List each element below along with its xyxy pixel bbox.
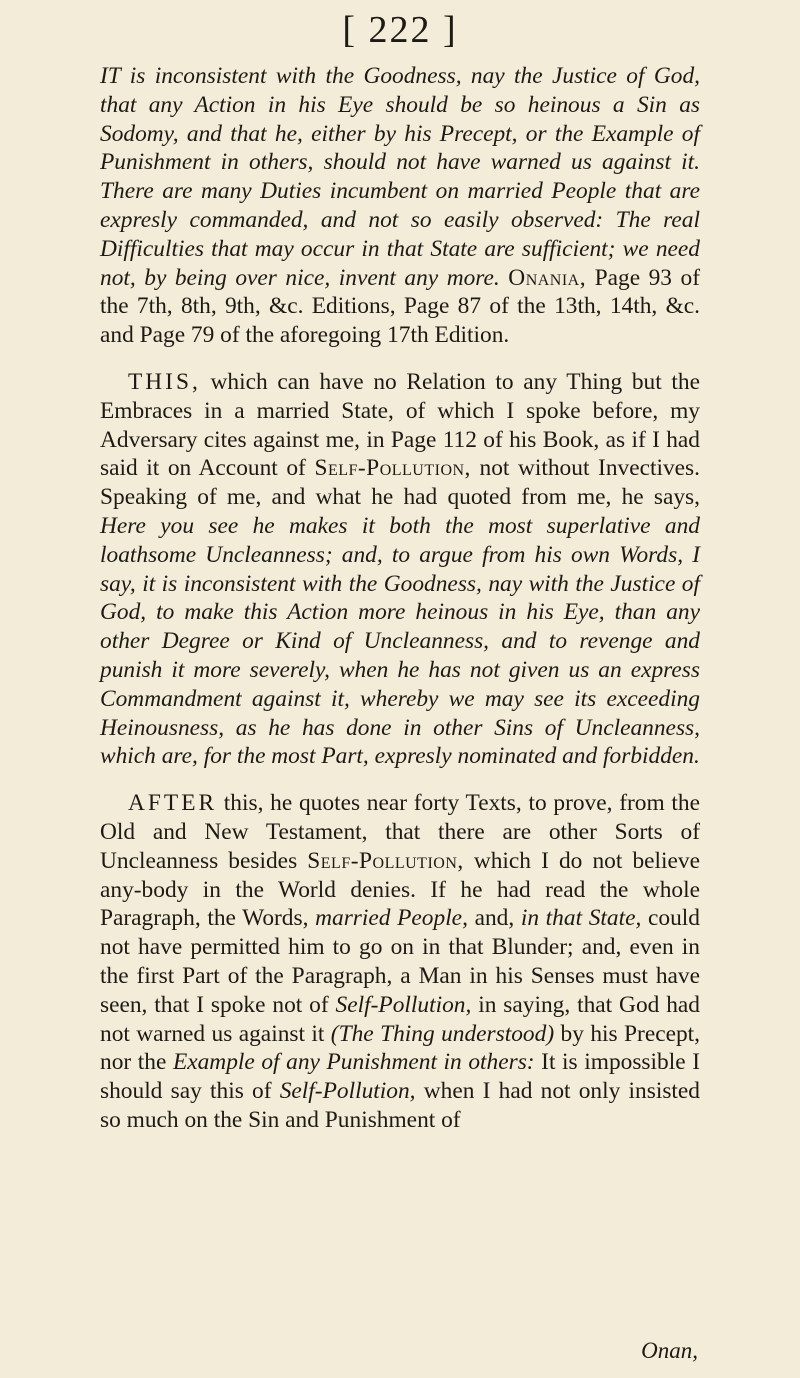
lead-word: THIS,: [128, 368, 201, 395]
phrase-married-people: married People,: [315, 905, 468, 932]
text-segment: when I had not only insisted so much on the Sin and Punishment of: [100, 1078, 701, 1133]
phrase-self-pollution: Self-Pollution,: [335, 991, 472, 1018]
phrase-thing-understood: (The Thing understood): [330, 1020, 555, 1047]
adversary-quote: Here you see he makes it both the most superlative and loathsome Uncleanness; and, to argue from his own Words, I say, it is inconsistent with the Goodness, nay with the Justice of God, to make this Action more heinous in his Eye, than any other Degree or Kind of Uncleanness, and to revenge and punish it more severely, when he has not given us an express Commandment against it, whereby we may see its exceeding Heinousness, as he has done in other Sins of Uncleanness, which are, for the most Part, expresly nominated and forbidden.: [100, 512, 700, 770]
phrase-self-pollution: Self-Pollution,: [279, 1078, 416, 1105]
paragraph-after: [100, 789, 700, 1135]
text-segment: which I do not believe any-body in the World denies. If he had read the whole Paragraph, the Words,: [100, 847, 700, 932]
paragraph-this: [100, 368, 700, 771]
text-segment: which can have no Relation to any Thing but the Embraces in a married State, of which I spoke before, my Adversary cites against me, in Page 112 of his Book, as if I had said it on Account of: [100, 368, 700, 482]
text-segment: this, he quotes near forty Texts, to prove, from the Old and New Testament, that there are other Sorts of Uncleanness besides: [100, 790, 700, 874]
page-body: [100, 62, 700, 1153]
text-segment: It is impossible I should say this of: [100, 1049, 700, 1105]
term-self-pollution: Self-Pollution,: [307, 847, 464, 874]
phrase-example: Example of any Punishment in others:: [172, 1049, 535, 1076]
catchword: Onan,: [641, 1338, 698, 1363]
phrase-in-that-state: in that State,: [520, 905, 642, 932]
source-reference: Page 93 of the 7th, 8th, 9th, &c. Editions, Page 87 of the 13th, 14th, &c. and Page 79 of the aforegoing 17th Edition.: [100, 264, 700, 349]
opening-word: IT: [100, 63, 121, 89]
text-segment: and,: [467, 905, 521, 932]
quotation-text: is inconsistent with the Goodness, nay the Justice of God, that any Action in his Eye should be so heinous a Sin as Sodomy, and that he, either by his Precept, or the Example of Punishment in others, should not have warned us against it. There are many Duties incumbent on married People that are expresly commanded, and not so easily observed: The real Difficulties that may occur in that State are sufficient; we need not, by being over nice, invent any more.: [100, 63, 700, 291]
text-segment: by his Precept, nor the: [100, 1020, 701, 1076]
page-number: [ 222 ]: [342, 9, 458, 51]
text-segment: could not have permitted him to go on in that Blunder; and, even in the first Part of the Paragraph, a Man in his Senses must have seen, that I spoke not of: [100, 905, 700, 1018]
source-title: Onania,: [508, 264, 587, 291]
paragraph-quotation: [100, 62, 700, 350]
lead-word: AFTER: [128, 790, 218, 817]
text-segment: not without Invectives. Speaking of me, and what he had quoted from me, he says,: [100, 455, 700, 511]
text-segment: in saying, that God had not warned us against it: [100, 991, 700, 1047]
term-self-pollution: Self-Pollution,: [314, 455, 471, 482]
